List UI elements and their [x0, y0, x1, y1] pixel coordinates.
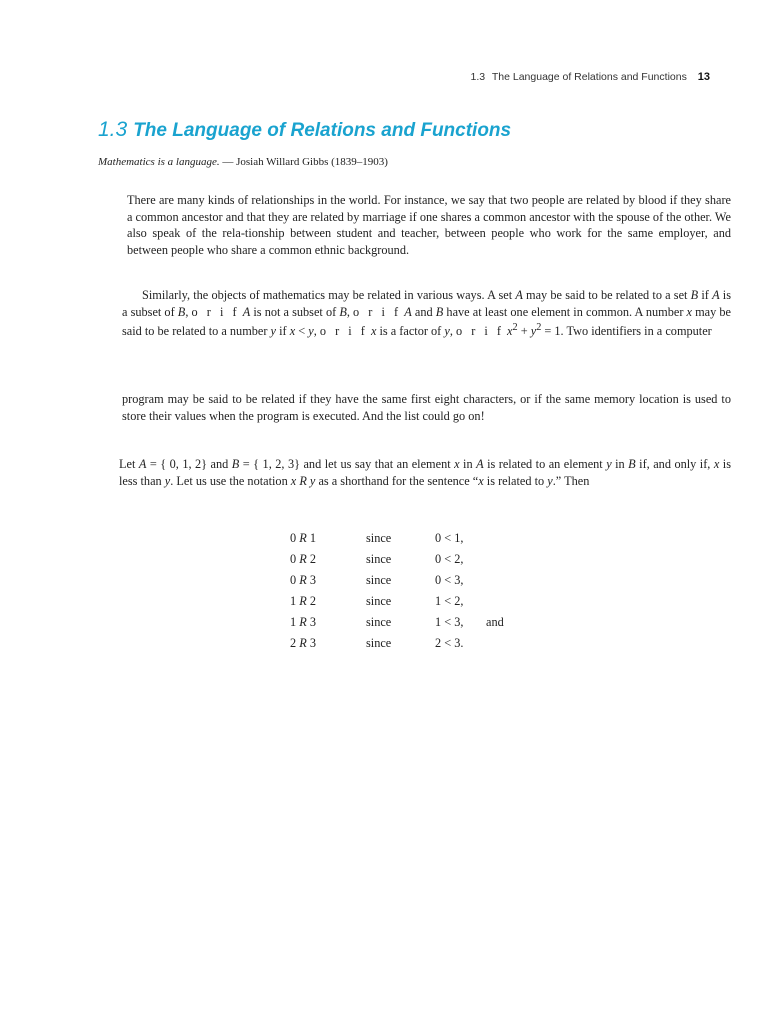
relation-symbol: R [299, 531, 307, 545]
relation-right: 2 [309, 594, 316, 608]
relation-tail: and [486, 615, 504, 629]
text-span: in [459, 457, 477, 471]
text-span: is not a subset of [250, 304, 340, 319]
relation-expression [290, 573, 366, 594]
text-span: = { 0, 1, 2} and [146, 457, 232, 471]
math-var: y [547, 473, 553, 488]
relation-right: 2 [309, 552, 316, 566]
relation-since: since [366, 552, 392, 566]
relation-since: since [366, 531, 392, 545]
relation-left: 0 [290, 573, 297, 587]
paragraph-program-identifiers: program may be said to be related if they have the same first eight characters, or if the same memory location is used to store their values when the program is executed. And the list could go on! [122, 392, 731, 423]
epigraph-quote: Mathematics is a language. [98, 156, 220, 168]
relation-left: 1 [290, 594, 297, 608]
relation-row [290, 594, 526, 615]
paragraph-example-sets [119, 456, 731, 489]
math-var: A [138, 457, 147, 471]
text-span: = 1. Two identifiers in a computer [541, 324, 712, 339]
math-var: B [177, 304, 186, 319]
relation-right: 1 [309, 531, 316, 545]
page-number: 13 [697, 71, 710, 83]
spaced-text: o r i f [353, 304, 402, 319]
relation-inequality: 0 < 3, [435, 573, 464, 587]
relation-expression [290, 636, 366, 657]
math-var: B [435, 304, 444, 319]
math-var: x [454, 457, 460, 471]
text-span: if, and only if, [635, 457, 714, 471]
text-span: , [346, 304, 354, 319]
relation-inequality: 2 < 3. [435, 636, 464, 650]
relation-row [290, 615, 526, 636]
relation-right: 3 [309, 573, 316, 587]
text-span: , [313, 324, 320, 339]
section-title: The Language of Relations and Functions [133, 120, 512, 141]
running-head [471, 71, 710, 83]
math-var: x [478, 473, 484, 488]
paragraph-relationships-intro: There are many kinds of relationships in the world. For instance, we say that two people are related by blood if they share a common ancestor and that they are related by marriage if one shares a common ancestor with the spouse of the other. We also speak of the rela-tionship between student and teacher, between people who work for the same employer, and between people who share a common ethnic background. [127, 193, 731, 257]
relation-row [290, 636, 526, 657]
math-var: x [289, 324, 296, 339]
text-span: have at least one element in common. A number [443, 304, 687, 319]
text-span: in [611, 457, 629, 471]
relation-inequality: 1 < 3, [435, 615, 464, 629]
text-span: . Let us use the notation [170, 473, 291, 488]
math-var: x [713, 457, 720, 471]
relation-tail [486, 573, 526, 594]
spaced-text: o r i f [319, 324, 368, 339]
math-var: A [404, 304, 412, 319]
relation-tail [486, 636, 526, 657]
relation-since: since [366, 594, 392, 608]
text-span: may be said to be related to a set [522, 288, 691, 302]
relation-left: 0 [290, 531, 297, 545]
running-head-title: The Language of Relations and Functions [491, 71, 687, 83]
text-span: is related to an element [483, 457, 607, 471]
relation-symbol: R [299, 636, 307, 650]
relation-table-body [290, 531, 526, 657]
math-var: x [370, 324, 377, 339]
section-heading [98, 118, 511, 142]
math-var: A [242, 304, 251, 319]
text-span: , [449, 324, 456, 339]
spaced-text: o r i f [455, 324, 504, 339]
math-var: x [686, 304, 692, 319]
superscript: 2 [512, 322, 518, 333]
relation-left: 2 [290, 636, 297, 650]
text-span: < [295, 324, 309, 339]
section-number: 1.3 [98, 118, 128, 141]
relation-expression [290, 531, 366, 552]
relation-left: 0 [290, 552, 297, 566]
text-span: Similarly, the objects of mathematics may be related in various ways. A set [142, 288, 516, 302]
math-var: A [515, 288, 523, 302]
text-span: .” Then [552, 473, 590, 488]
text-span: may be said to be related to a number [122, 304, 732, 339]
text-span: if [276, 324, 290, 339]
text-span: is less than [119, 457, 731, 488]
text-span: , [185, 304, 192, 319]
paragraph-math-relations [122, 287, 731, 340]
math-var: y [164, 473, 171, 488]
relation-expression [290, 594, 366, 615]
text-span: = { 1, 2, 3} and let us say that an element [239, 457, 455, 471]
relation-inequality: 0 < 1, [435, 531, 464, 545]
math-var: x [507, 324, 513, 339]
relation-expression [290, 552, 366, 573]
relation-right: 3 [309, 615, 316, 629]
relation-symbol: R [299, 573, 307, 587]
relation-row [290, 552, 526, 573]
epigraph-attribution: — Josiah Willard Gibbs (1839–1903) [219, 156, 388, 168]
running-head-section: 1.3 [470, 71, 486, 83]
relation-row [290, 573, 526, 594]
relation-since: since [366, 636, 392, 650]
relation-tail [486, 594, 526, 615]
spaced-text: o r i f [191, 304, 240, 319]
math-var: y [270, 324, 277, 339]
relation-symbol: R [299, 594, 307, 608]
relation-since: since [366, 573, 392, 587]
text-span: as a shorthand for the sentence “ [315, 473, 479, 488]
math-var: B [628, 457, 636, 471]
superscript: 2 [536, 322, 542, 333]
relation-right: 3 [309, 636, 316, 650]
relation-inequality: 0 < 2, [435, 552, 464, 566]
text-span: and [411, 304, 436, 319]
math-var: B [231, 457, 240, 471]
math-var: y [606, 457, 612, 471]
relation-table [290, 531, 526, 657]
math-notation: x R y [290, 473, 316, 488]
relation-expression [290, 615, 366, 636]
math-var: B [339, 304, 347, 319]
relation-inequality: 1 < 2, [435, 594, 464, 608]
math-var: y [530, 324, 537, 339]
relation-row [290, 531, 526, 552]
relation-tail [486, 552, 526, 573]
text-span: + [517, 324, 531, 339]
math-var: A [712, 288, 720, 302]
text-span: is related to [483, 473, 548, 488]
relation-symbol: R [299, 552, 307, 566]
epigraph [98, 156, 388, 168]
relation-tail [486, 531, 526, 552]
math-var: y [444, 324, 450, 339]
relation-symbol: R [299, 615, 307, 629]
relation-since: since [366, 615, 392, 629]
math-var: y [308, 324, 314, 339]
text-span: Let [119, 457, 139, 471]
text-span: is a factor of [376, 324, 445, 339]
text-span: is a subset of [122, 288, 732, 319]
math-var: A [476, 457, 484, 471]
math-var: B [690, 288, 699, 302]
relation-left: 1 [290, 615, 297, 629]
text-span: if [698, 288, 713, 302]
